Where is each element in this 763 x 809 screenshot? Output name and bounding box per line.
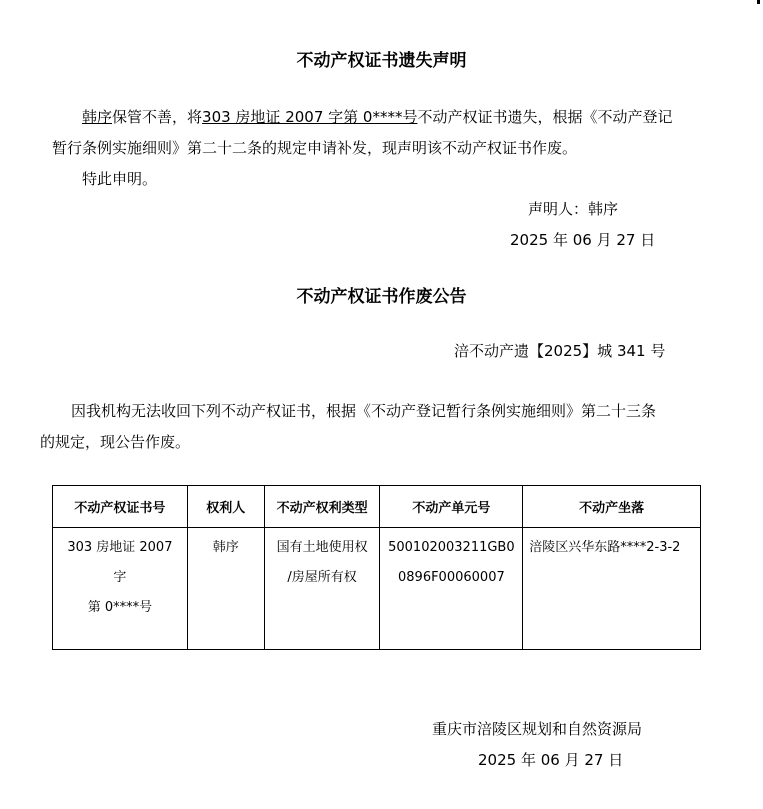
declaration-paragraph-line2: 暂行条例实施细则》第二十二条的规定申请补发，现声明该不动产权证书作废。 [52, 139, 578, 157]
cell-line: /房屋所有权 [287, 570, 357, 585]
certificate-table [52, 485, 701, 650]
declaration-paragraph-line1 [82, 101, 672, 133]
announcement-date: 2025 年 06 月 27 日 [478, 751, 624, 769]
header-right-type: 不动产权利类型 [264, 486, 380, 528]
loss-declaration-title: 不动产权证书遗失声明 [296, 51, 467, 71]
declaration-date: 2025 年 06 月 27 日 [510, 231, 656, 249]
declaration-closing: 特此申明。 [82, 170, 158, 188]
header-unit-number: 不动产单元号 [380, 486, 523, 528]
cell-location: 涪陵区兴华东路****2-3-2 [523, 528, 701, 650]
cell-line: 国有土地使用权 [276, 540, 368, 555]
cell-certificate-number [53, 528, 188, 650]
announcement-paragraph-line2: 的规定，现公告作废。 [40, 433, 191, 451]
cell-line: 第 0****号 [87, 600, 153, 615]
cell-line: 303 房地证 2007 字 [67, 540, 173, 585]
void-announcement-title: 不动产权证书作废公告 [296, 287, 467, 307]
header-location: 不动产坐落 [523, 486, 701, 528]
corner-mark [757, 0, 760, 4]
header-certificate-number: 不动产权证书号 [53, 486, 188, 528]
header-owner: 权利人 [187, 486, 264, 528]
cell-owner: 韩序 [187, 528, 264, 650]
issuing-agency: 重庆市涪陵区规划和自然资源局 [432, 720, 643, 738]
declaration-text-segment: 不动产权证书遗失，根据《不动产登记 [417, 108, 673, 126]
declarant: 声明人：韩序 [528, 200, 619, 218]
certificate-number: 303 房地证 2007 字第 0****号 [202, 108, 418, 126]
cell-right-type [264, 528, 380, 650]
owner-name: 韩序 [82, 108, 113, 126]
cell-unit-number [380, 528, 523, 650]
declaration-text-segment: 保管不善，将 [112, 108, 203, 126]
cell-line: 0896F00060007 [398, 570, 505, 585]
document-number: 涪不动产遗【2025】城 341 号 [454, 342, 666, 360]
table-header-row [53, 486, 701, 528]
table-row [53, 528, 701, 650]
announcement-paragraph-line1: 因我机构无法收回下列不动产权证书，根据《不动产登记暂行条例实施细则》第二十三条 [71, 402, 657, 420]
cell-line: 500102003211GB0 [388, 540, 515, 555]
